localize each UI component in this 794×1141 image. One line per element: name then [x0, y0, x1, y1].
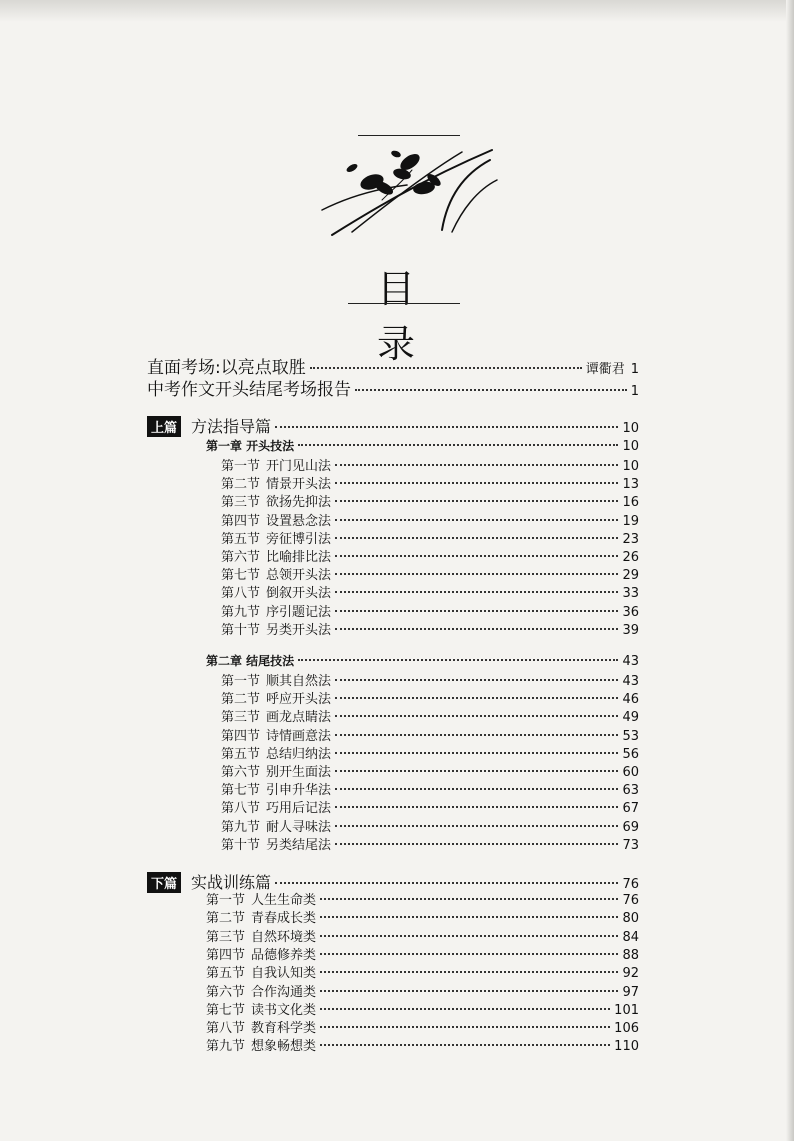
toc-section-label	[206, 981, 316, 1000]
section-number: 第八节	[221, 801, 261, 817]
toc-page: 76	[622, 893, 639, 908]
toc-section[interactable]	[221, 725, 639, 744]
leader-dots	[320, 990, 618, 992]
section-number: 第三节	[206, 929, 246, 945]
toc-page: 97	[622, 984, 639, 1000]
toc-page: 63	[622, 783, 639, 799]
leader-dots	[335, 715, 618, 717]
section-name: 诗情画意法	[266, 728, 332, 744]
section-number: 第六节	[221, 550, 261, 565]
toc-page: 43	[622, 654, 639, 669]
section-name: 开门见山法	[266, 459, 332, 474]
section-number: 第二节	[221, 477, 261, 493]
section-number: 第一节	[206, 893, 246, 908]
leader-dots	[320, 971, 618, 973]
toc-label: 直面考场:以亮点取胜	[147, 358, 306, 378]
section-name: 序引题记法	[266, 604, 332, 620]
toc-section[interactable]	[206, 999, 639, 1018]
toc-section-label	[221, 491, 331, 510]
toc-section[interactable]	[221, 743, 639, 762]
section-number: 第十节	[221, 837, 261, 853]
section-name: 另类结尾法	[266, 837, 332, 853]
toc-section[interactable]	[206, 981, 639, 1000]
section-name: 读书文化类	[251, 1002, 317, 1018]
leader-dots	[275, 426, 618, 428]
leader-dots	[335, 734, 618, 736]
toc-section[interactable]	[206, 962, 639, 981]
toc-section-label	[221, 834, 331, 853]
toc-author: 谭衢君	[585, 362, 625, 377]
toc-section-label	[221, 743, 331, 762]
leader-dots	[320, 898, 618, 900]
toc-page: 92	[622, 966, 639, 982]
section-name: 引申升华法	[266, 783, 332, 799]
section-number: 第七节	[206, 1002, 246, 1018]
leader-dots	[298, 659, 618, 661]
toc-section-label	[206, 1035, 316, 1054]
section-number: 第八节	[206, 1021, 246, 1037]
section-number: 第五节	[221, 531, 261, 547]
leader-dots	[335, 788, 618, 790]
toc-section[interactable]	[221, 688, 639, 707]
leader-dots	[335, 591, 618, 593]
toc-section[interactable]	[221, 779, 639, 798]
toc-section[interactable]	[221, 816, 639, 835]
section-name: 画龙点睛法	[266, 710, 332, 726]
toc-section-label	[221, 706, 331, 725]
toc-page: 19	[622, 513, 639, 529]
section-number: 第三节	[221, 495, 261, 511]
leader-dots	[335, 573, 618, 575]
section-name: 总领开头法	[266, 568, 332, 584]
leader-dots	[335, 500, 618, 502]
part-badge: 上篇	[147, 416, 181, 437]
leader-dots	[335, 537, 618, 539]
section-name: 别开生面法	[266, 765, 332, 780]
toc-label: 第一章 开头技法	[206, 439, 295, 453]
toc-page: 101	[614, 1002, 639, 1018]
section-number: 第六节	[206, 984, 246, 1000]
toc-section-label	[221, 473, 331, 492]
section-name: 呼应开头法	[266, 692, 332, 708]
toc-chapter-2[interactable]	[206, 652, 639, 669]
section-number: 第四节	[206, 947, 246, 963]
page-edge-right	[786, 0, 794, 1141]
leader-dots	[335, 752, 618, 754]
toc-page: 13	[622, 477, 639, 493]
part-badge: 下篇	[147, 872, 181, 893]
leader-dots	[335, 555, 618, 557]
section-name: 比喻排比法	[266, 550, 332, 565]
toc-page: 39	[622, 622, 639, 638]
toc-section-label	[221, 816, 331, 835]
section-name: 设置悬念法	[266, 513, 332, 529]
toc-section[interactable]	[221, 601, 639, 620]
toc-page: 88	[622, 947, 639, 963]
page-edge-top	[0, 0, 794, 22]
leader-dots	[335, 464, 618, 466]
toc-section[interactable]	[221, 619, 639, 638]
toc-section-label	[206, 907, 316, 926]
toc-page: 56	[622, 746, 639, 762]
toc-section[interactable]	[221, 510, 639, 529]
toc-section[interactable]	[221, 797, 639, 816]
toc-section[interactable]	[221, 834, 639, 853]
toc-page: 10	[622, 439, 639, 454]
leader-dots	[335, 519, 618, 521]
section-number: 第一节	[221, 674, 261, 689]
leader-dots	[298, 444, 618, 446]
toc-section-label	[221, 601, 331, 620]
toc-section[interactable]	[206, 926, 639, 945]
toc-page: 10	[622, 459, 639, 474]
title-rule-bottom	[348, 303, 460, 304]
toc-section[interactable]	[206, 1017, 639, 1036]
toc-label: 实战训练篇	[191, 873, 272, 892]
leader-dots	[320, 935, 618, 937]
toc-label: 方法指导篇	[191, 417, 272, 436]
section-number: 第四节	[221, 513, 261, 529]
section-number: 第二节	[206, 911, 246, 927]
toc-page: 60	[622, 765, 639, 780]
leader-dots	[335, 679, 618, 681]
section-number: 第六节	[221, 765, 261, 780]
leader-dots	[335, 697, 618, 699]
section-name: 旁征博引法	[266, 531, 332, 547]
toc-section-label	[206, 944, 316, 963]
toc-section-label	[206, 926, 316, 945]
toc-page: 23	[622, 531, 639, 547]
section-name: 巧用后记法	[266, 801, 332, 817]
section-number: 第二节	[221, 692, 261, 708]
section-name: 青春成长类	[251, 911, 317, 927]
section-name: 总结归纳法	[266, 746, 332, 762]
toc-page: 69	[622, 819, 639, 835]
leader-dots	[335, 825, 618, 827]
toc-intro-2[interactable]	[147, 375, 639, 400]
toc-page: 36	[622, 604, 639, 620]
toc-page: 43	[622, 674, 639, 689]
leader-dots	[320, 1008, 610, 1010]
leader-dots	[335, 610, 618, 612]
toc-section-label	[221, 455, 331, 474]
toc-section-label	[221, 582, 331, 601]
page-title: 目 录	[376, 267, 433, 366]
toc-section[interactable]	[221, 706, 639, 725]
section-name: 自我认知类	[251, 966, 317, 982]
section-name: 另类开头法	[266, 622, 332, 638]
leader-dots	[335, 628, 618, 630]
toc-section-label	[221, 510, 331, 529]
section-name: 教育科学类	[251, 1021, 317, 1037]
toc-section[interactable]	[221, 473, 639, 492]
leader-dots	[275, 882, 618, 884]
orchid-illustration	[312, 140, 502, 240]
toc-page: 80	[622, 911, 639, 927]
toc-section[interactable]	[221, 491, 639, 510]
toc-section-label	[221, 528, 331, 547]
toc-part-heading	[147, 414, 271, 437]
section-name: 人生生命类	[251, 893, 317, 908]
toc-section-label	[221, 725, 331, 744]
leader-dots	[310, 367, 582, 369]
section-name: 想象畅想类	[251, 1039, 317, 1055]
section-name: 自然环境类	[251, 929, 317, 945]
toc-section[interactable]	[206, 889, 639, 908]
toc-page: 10	[622, 421, 639, 436]
section-name: 倒叙开头法	[266, 586, 332, 602]
toc-page: 73	[622, 837, 639, 853]
section-name: 合作沟通类	[251, 984, 317, 1000]
section-number: 第五节	[221, 746, 261, 762]
toc-section-label	[221, 688, 331, 707]
toc-page: 76	[622, 877, 639, 892]
leader-dots	[335, 806, 618, 808]
section-number: 第九节	[221, 604, 261, 620]
section-name: 欲扬先抑法	[266, 495, 332, 511]
leader-dots	[320, 953, 618, 955]
toc-chapter-1[interactable]	[206, 437, 639, 454]
toc-section[interactable]	[221, 670, 639, 689]
toc-section-label	[221, 619, 331, 638]
section-number: 第八节	[221, 586, 261, 602]
section-name: 品德修养类	[251, 947, 317, 963]
toc-page: 16	[622, 495, 639, 511]
toc-section-label	[221, 564, 331, 583]
section-name: 耐人寻味法	[266, 819, 332, 835]
section-number: 第七节	[221, 783, 261, 799]
toc-page: 33	[622, 586, 639, 602]
toc-page: 53	[622, 728, 639, 744]
toc-section[interactable]	[221, 761, 639, 780]
toc-part-1[interactable]	[147, 414, 639, 437]
toc-label: 中考作文开头结尾考场报告	[147, 380, 351, 400]
leader-dots	[335, 770, 618, 772]
toc-section-label	[206, 999, 316, 1018]
leader-dots	[320, 1044, 610, 1046]
toc-section-label	[206, 889, 316, 908]
toc-section[interactable]	[221, 564, 639, 583]
toc-page: 67	[622, 801, 639, 817]
section-number: 第三节	[221, 710, 261, 726]
leader-dots	[335, 843, 618, 845]
section-number: 第九节	[221, 819, 261, 835]
toc-section-label	[206, 1017, 316, 1036]
toc-section-label	[221, 670, 331, 689]
toc-section-label	[221, 761, 331, 780]
toc-page: 49	[622, 710, 639, 726]
toc-page: 1	[630, 362, 639, 377]
toc-section[interactable]	[206, 1035, 639, 1054]
section-name: 情景开头法	[266, 477, 332, 493]
toc-section[interactable]	[221, 455, 639, 474]
toc-page: 1	[630, 384, 639, 399]
section-number: 第五节	[206, 966, 246, 982]
toc-page: 26	[622, 550, 639, 565]
toc-section-label	[206, 962, 316, 981]
toc-page: 84	[622, 929, 639, 945]
leader-dots	[335, 482, 618, 484]
toc-section[interactable]	[206, 944, 639, 963]
section-number: 第七节	[221, 568, 261, 584]
toc-section-label	[221, 779, 331, 798]
section-number: 第十节	[221, 622, 261, 638]
toc-section-label	[221, 546, 331, 565]
section-name: 顺其自然法	[266, 674, 332, 689]
toc-page: 46	[622, 692, 639, 708]
section-number: 第四节	[221, 728, 261, 744]
toc-section[interactable]	[221, 546, 639, 565]
section-number: 第九节	[206, 1039, 246, 1055]
toc-page: 29	[622, 568, 639, 584]
toc-page: 110	[614, 1039, 639, 1055]
toc-section[interactable]	[221, 528, 639, 547]
section-number: 第一节	[221, 459, 261, 474]
toc-section[interactable]	[206, 907, 639, 926]
leader-dots	[355, 389, 627, 391]
title-rule-top	[358, 135, 460, 136]
toc-section-label	[221, 797, 331, 816]
leader-dots	[320, 916, 618, 918]
toc-section[interactable]	[221, 582, 639, 601]
toc-page: 106	[614, 1021, 639, 1037]
leader-dots	[320, 1026, 610, 1028]
toc-label: 第二章 结尾技法	[206, 654, 295, 668]
